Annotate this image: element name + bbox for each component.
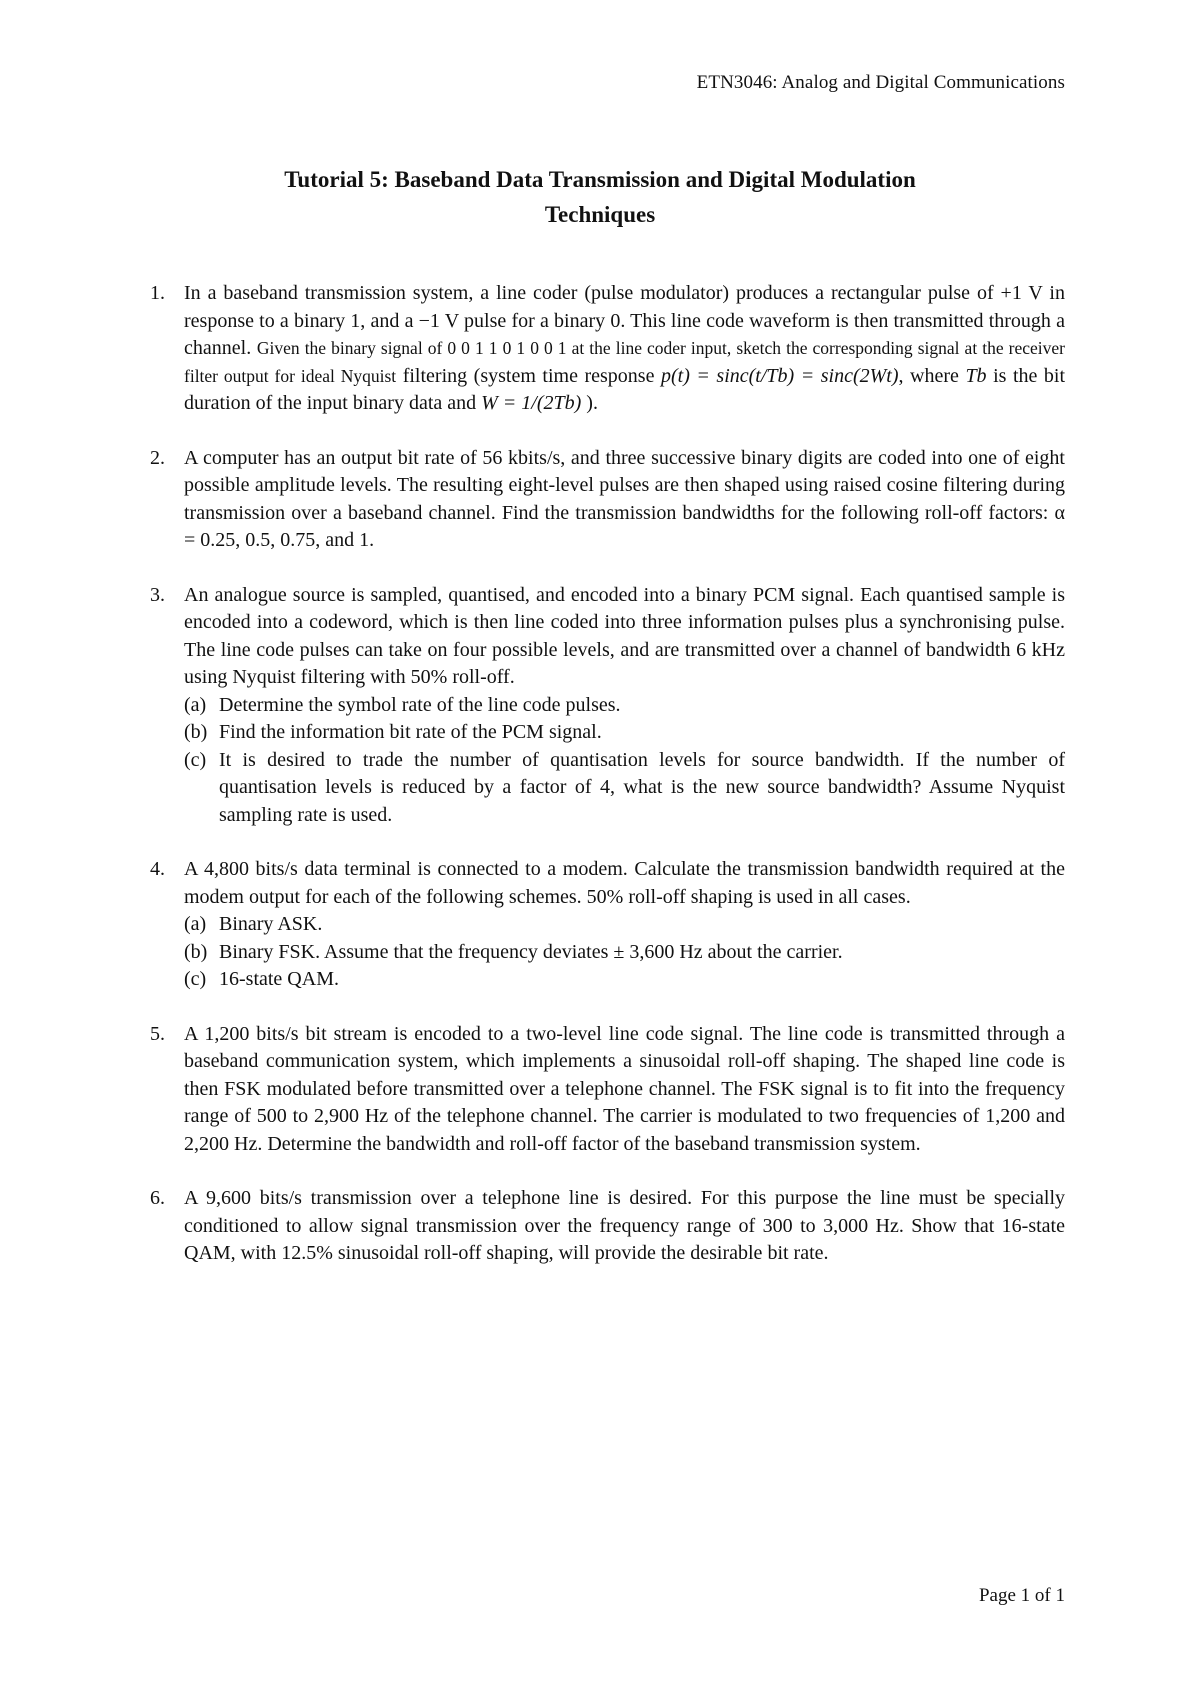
question-number: 1. <box>150 282 165 304</box>
sub-question-label: (c) <box>184 748 207 771</box>
sub-question-b <box>184 719 1065 747</box>
question-1-text-c: filtering (system time response <box>396 364 661 387</box>
sub-question-text: Find the information bit rate of the PCM signal. <box>219 721 602 743</box>
question-text: A 1,200 bits/s bit stream is encoded to a two-level line code signal. The line code is transmitted through a baseband communication system, which implements a sinusoidal roll-off shaping. The shaped line code is then FSK modulated before transmitted over a telephone channel. The FSK signal is to fit into the frequency range of 500 to 2,900 Hz of the telephone channel. The carrier is modulated to two frequencies of 1,200 and 2,200 Hz. Determine the bandwidth and roll-off factor of the baseband transmission system. <box>184 1022 1065 1155</box>
sub-question-label: (a) <box>184 693 207 716</box>
question-text: An analogue source is sampled, quantised, and encoded into a binary PCM signal. Each quantised sample is encoded into a codeword, which is then line coded into three information pulses plus a synchronising pulse. The line code pulses can take on four possible levels, and are transmitted over a channel of bandwidth 6 kHz using Nyquist filtering with 50% roll-off. <box>184 583 1065 688</box>
sub-question-c <box>184 966 1065 994</box>
sub-question-label: (c) <box>184 968 207 990</box>
question-1 <box>150 280 1065 418</box>
sub-question-label: (b) <box>184 721 208 743</box>
sub-question-label: (a) <box>184 913 207 935</box>
sub-question-text: Binary FSK. Assume that the frequency deviates ± 3,600 Hz about the carrier. <box>219 940 843 963</box>
tutorial-title <box>150 162 1050 232</box>
question-6 <box>150 1185 1065 1268</box>
question-list <box>150 280 1065 1268</box>
question-number: 5. <box>150 1022 165 1045</box>
question-number: 3. <box>150 583 165 606</box>
equation-system-response: p(t) = sinc(t/Tb) = sinc(2Wt) <box>661 364 899 387</box>
sub-question-c <box>184 747 1065 830</box>
question-1-text-a: In a baseband transmission system, a line coder (pulse modulator) produces a rectangular pulse of +1 V in response to a binary 1, and a −1 V pulse for a binary 0. This line code waveform is then transmitted through a channel. <box>184 282 1065 359</box>
question-number: 2. <box>150 446 165 469</box>
title-line-2: Techniques <box>544 202 656 227</box>
sub-question-a <box>184 692 1065 720</box>
question-5 <box>150 1021 1065 1159</box>
sub-question-b <box>184 939 1065 967</box>
question-number: 6. <box>150 1187 165 1209</box>
equation-bit-duration: Tb <box>965 364 987 387</box>
question-4 <box>150 856 1065 994</box>
question-1-text-e: is the bit duration of the input binary data and <box>184 364 1066 414</box>
title-line-1: Tutorial 5: Baseband Data Transmission and Digital Modulation <box>284 167 916 192</box>
question-text: A 9,600 bits/s transmission over a telephone line is desired. For this purpose the line must be specially conditioned to allow signal transmission over the frequency range of 300 to 3,000 Hz. Show that 16-state QAM, with 12.5% sinusoidal roll-off shaping, will provide the desirable bit rate. <box>184 1187 1065 1264</box>
page-number: Page 1 of 1 <box>978 1585 1065 1606</box>
question-text: A 4,800 bits/s data terminal is connected to a modem. Calculate the transmission bandwidth required at the modem output for each of the following schemes. 50% roll-off shaping is used in all cases. <box>184 858 1065 908</box>
question-2 <box>150 445 1065 555</box>
course-header: ETN3046: Analog and Digital Communications <box>696 72 1065 93</box>
question-text <box>184 280 1065 418</box>
question-1-text-d: , where <box>898 364 966 387</box>
sub-question-text: Binary ASK. <box>219 913 323 935</box>
question-3 <box>150 582 1065 830</box>
equation-bandwidth: W = 1/(2Tb) <box>481 392 582 414</box>
sub-question-text: It is desired to trade the number of quantisation levels for source bandwidth. If the number of quantisation levels is reduced by a factor of 4, what is the new source bandwidth? Assume Nyquist sampling rate is used. <box>219 748 1065 826</box>
question-1-text-f: ). <box>581 392 598 414</box>
question-1-text-b: Given the binary signal of 0 0 1 1 0 1 0 0 1 at the line coder input, sketch the corresponding signal at the receiver filter output for ideal Nyquist <box>184 338 1066 386</box>
sub-question-text: Determine the symbol rate of the line code pulses. <box>219 693 621 716</box>
sub-question-a <box>184 911 1065 939</box>
question-text: A computer has an output bit rate of 56 kbits/s, and three successive binary digits are coded into one of eight possible amplitude levels. The resulting eight-level pulses are then shaped using raised cosine filtering during transmission over a baseband channel. Find the transmission bandwidths for the following roll-off factors: α = 0.25, 0.5, 0.75, and 1. <box>184 446 1065 551</box>
sub-question-text: 16-state QAM. <box>219 968 339 990</box>
question-number: 4. <box>150 858 165 880</box>
sub-question-label: (b) <box>184 940 208 963</box>
